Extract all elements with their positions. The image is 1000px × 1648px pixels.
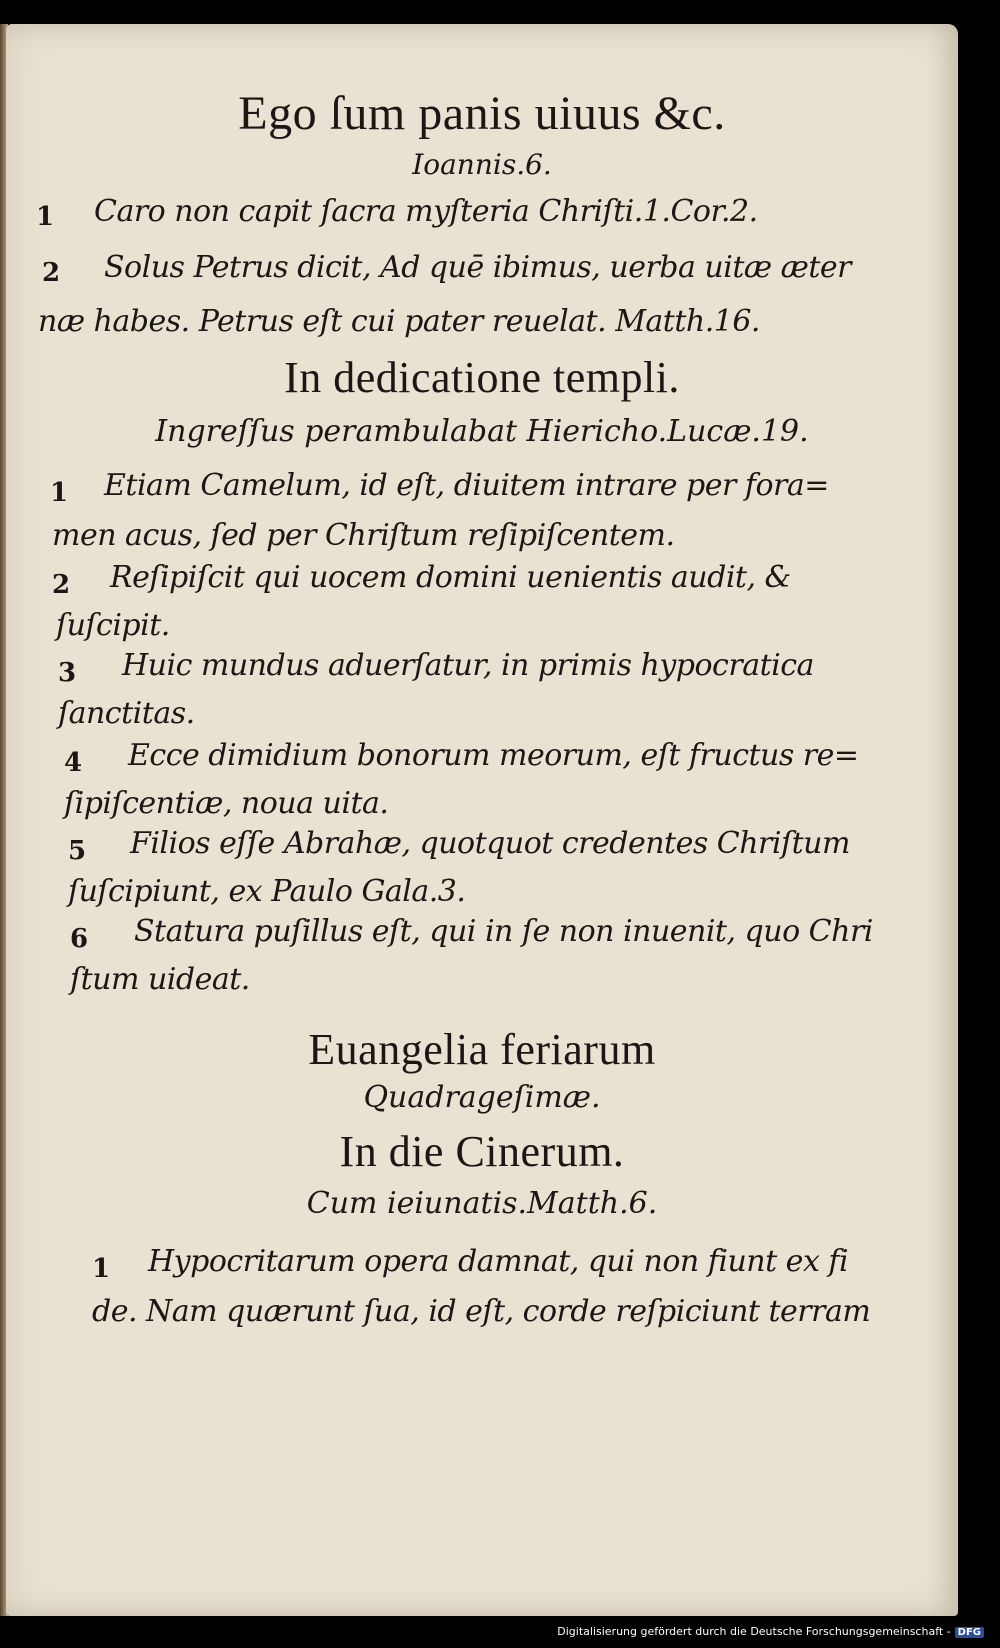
item-line: men acus, ſed per Chriſtum reſipiſcentem. bbox=[52, 518, 675, 553]
item-line: Statura puſillus eſt, qui in ſe non inuenit, quo Chri bbox=[134, 914, 873, 949]
item-line: ſtum uideat. bbox=[70, 962, 250, 997]
footer-text: Digitalisierung gefördert durch die Deutsche Forschungsgemeinschaft - bbox=[557, 1625, 951, 1638]
item-line: Huic mundus aduerſatur, in primis hypocratica bbox=[122, 648, 814, 683]
item-number: 6 bbox=[70, 924, 89, 954]
item-line: Caro non capit ſacra myſteria Chriſti.1.Cor.2. bbox=[94, 194, 758, 229]
item-number: 2 bbox=[42, 258, 61, 288]
subheading-quadragesimae: Quadrageſimæ. bbox=[363, 1080, 601, 1115]
item-line: Solus Petrus dicit, Ad quē ibimus, uerba uitæ æter bbox=[104, 250, 851, 285]
item-number: 2 bbox=[52, 570, 71, 600]
dfg-logo: DFG bbox=[955, 1627, 984, 1638]
item-line: ſipiſcentiæ, noua uita. bbox=[64, 786, 389, 821]
item-number: 5 bbox=[68, 836, 87, 866]
heading-euangelia: Euangelia feriarum bbox=[308, 1025, 656, 1074]
item-number: 1 bbox=[50, 478, 69, 508]
item-line: Ecce dimidium bonorum meorum, eſt fructus re= bbox=[128, 738, 859, 773]
heading-ego-sum: Ego ſum panis uiuus &c. bbox=[238, 87, 726, 140]
item-line: ſanctitas. bbox=[58, 696, 195, 731]
item-line: Hypocritarum opera damnat, qui non fiunt ex fi bbox=[148, 1244, 849, 1279]
heading-in-die-cinerum: In die Cinerum. bbox=[339, 1127, 625, 1176]
item-line: Etiam Camelum, id eſt, diuitem intrare per fora= bbox=[104, 468, 829, 503]
footer-credit bbox=[557, 1625, 984, 1638]
item-line: ſuſcipiunt, ex Paulo Gala.3. bbox=[68, 874, 466, 909]
item-line: de. Nam quærunt ſua, id eſt, corde reſpiciunt terram bbox=[92, 1294, 871, 1329]
item-number: 1 bbox=[92, 1254, 111, 1284]
item-line: Reſipiſcit qui uocem domini uenientis audit, & bbox=[110, 560, 791, 595]
subheading-ioannis: Ioannis.6. bbox=[412, 148, 552, 181]
item-line: Filios eſſe Abrahæ, quotquot credentes Chriſtum bbox=[130, 826, 850, 861]
subheading-ingressus: Ingreſſus perambulabat Hiericho.Lucæ.19. bbox=[155, 414, 809, 449]
item-line: næ habes. Petrus eſt cui pater reuelat. Matth.16. bbox=[38, 304, 760, 339]
book-page bbox=[6, 24, 958, 1616]
item-number: 1 bbox=[36, 202, 55, 232]
item-line: ſuſcipit. bbox=[56, 608, 170, 643]
item-number: 4 bbox=[64, 748, 83, 778]
item-number: 3 bbox=[58, 658, 77, 688]
subheading-cum-ieiunatis: Cum ieiunatis.Matth.6. bbox=[306, 1186, 658, 1221]
heading-dedicatione: In dedicatione templi. bbox=[284, 353, 680, 402]
